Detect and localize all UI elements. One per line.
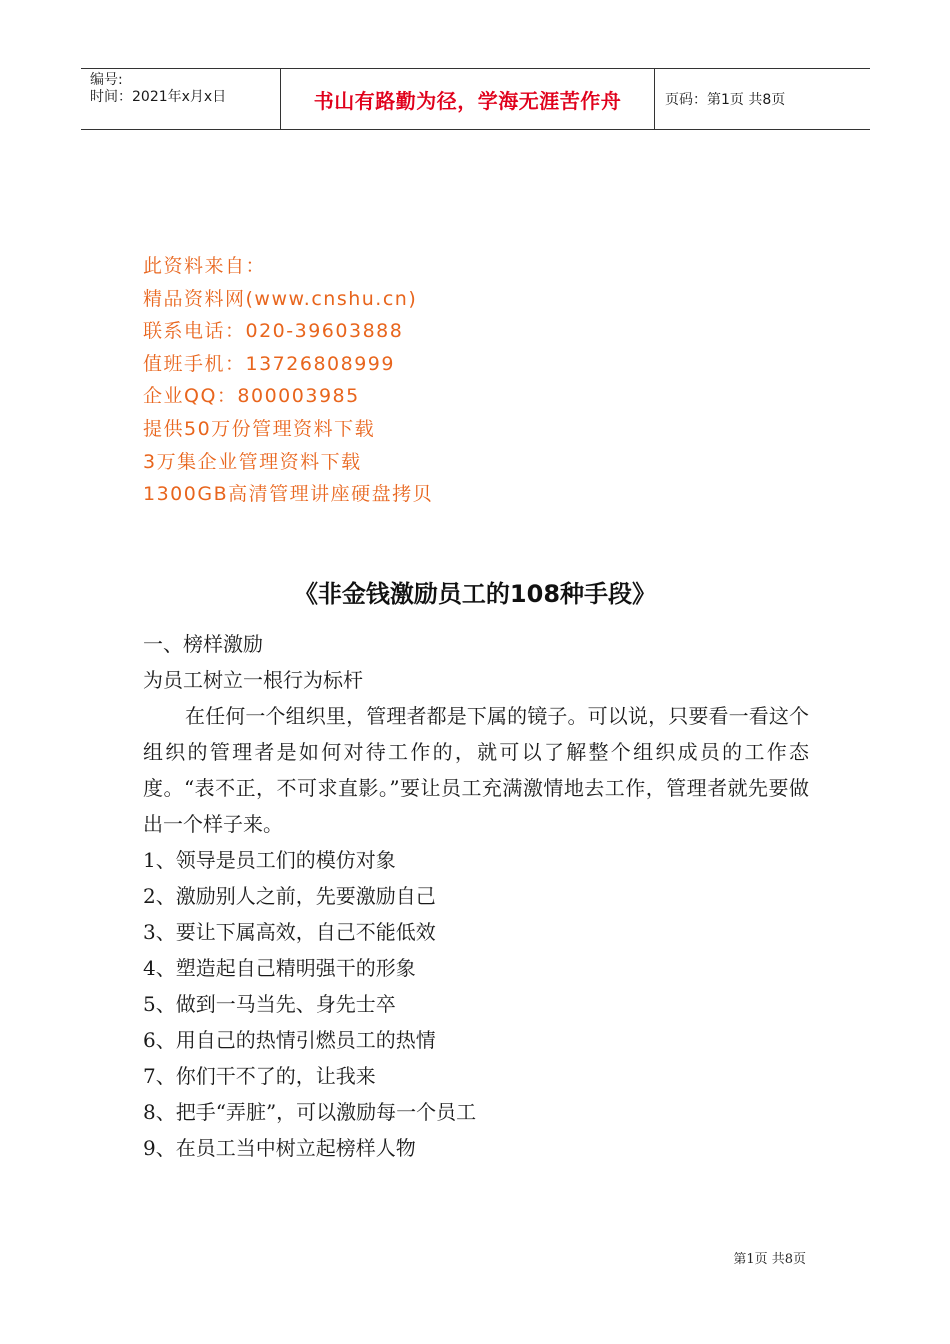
- document-time: 时间：2021年x月x日: [90, 89, 227, 105]
- document-title: 《非金钱激励员工的108种手段》: [293, 580, 657, 608]
- document-number-label: 编号:: [90, 72, 123, 88]
- list-item: 2、激励别人之前，先要激励自己: [143, 884, 436, 908]
- body-paragraph: 在任何一个组织里，管理者都是下属的镜子。可以说，只要看一看这个组织的管理者是如何对待工作的，就可以了解整个组织成员的工作态度。“表不正，不可求直影。”要让员工充满激情地去工作，管理者就先要做出一个样子来。: [143, 704, 809, 836]
- info-line: 企业QQ：800003985: [143, 385, 360, 408]
- list-item: 4、塑造起自己精明强干的形象: [143, 956, 416, 980]
- header-motto: 书山有路勤为径，学海无涯苦作舟: [281, 69, 655, 129]
- source-info-block: [143, 250, 433, 511]
- info-line: 1300GB高清管理讲座硬盘拷贝: [143, 483, 434, 506]
- list-item: 3、要让下属高效，自己不能低效: [143, 920, 436, 944]
- info-line: 3万集企业管理资料下载: [143, 450, 362, 473]
- info-line: 精品资料网(www.cnshu.cn): [143, 287, 418, 310]
- list-item: 8、把手“弄脏”，可以激励每一个员工: [143, 1100, 477, 1124]
- section-heading: 一、榜样激励: [143, 632, 263, 656]
- document-body: [143, 626, 809, 1166]
- list-item: 9、在员工当中树立起榜样人物: [143, 1136, 416, 1160]
- header-meta-cell: [81, 69, 281, 129]
- info-line: 提供50万份管理资料下载: [143, 417, 376, 440]
- document-header: [81, 68, 870, 130]
- info-line: 值班手机：13726808999: [143, 352, 395, 375]
- list-item: 6、用自己的热情引燃员工的热情: [143, 1028, 436, 1052]
- section-subtitle: 为员工树立一根行为标杆: [143, 668, 363, 692]
- info-line: 联系电话：020-39603888: [143, 320, 404, 343]
- info-line: 此资料来自：: [143, 255, 267, 277]
- header-page-info: 页码：第1页 共8页: [665, 92, 786, 108]
- footer-page-info: 第1页 共8页: [733, 1252, 806, 1267]
- list-item: 1、领导是员工们的模仿对象: [143, 848, 396, 872]
- list-item: 5、做到一马当先、身先士卒: [143, 992, 396, 1016]
- list-item: 7、你们干不了的，让我来: [143, 1064, 376, 1088]
